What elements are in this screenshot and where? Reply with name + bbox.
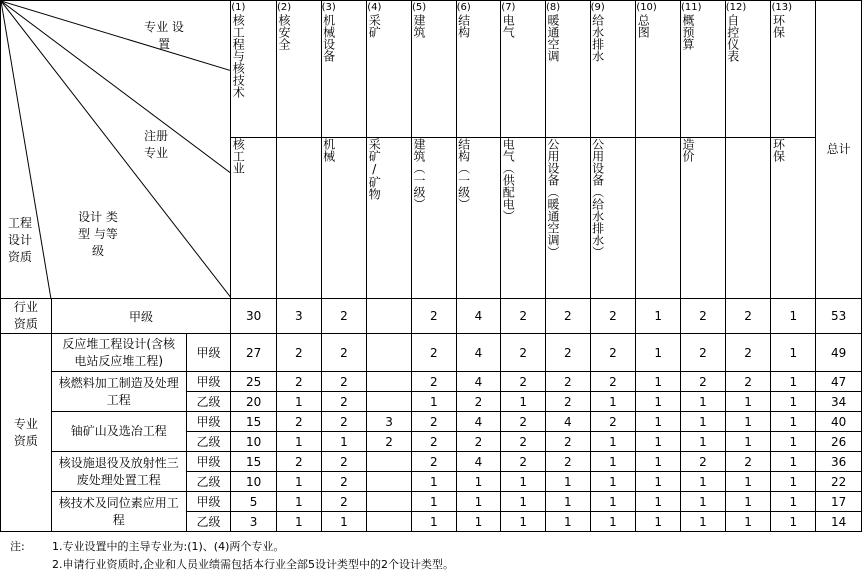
discipline-name: 核工程与核技术 [231, 14, 246, 98]
registered-discipline [681, 138, 726, 299]
value-cell: 1 [636, 512, 681, 532]
value-cell: 1 [590, 392, 636, 412]
value-cell: 1 [636, 492, 681, 512]
value-cell [367, 334, 412, 372]
value-cell: 1 [545, 512, 590, 532]
table-row [1, 412, 862, 432]
total-cell: 34 [816, 392, 862, 412]
design-type-text: 反应堆工程设计(含核电站反应堆工程) [62, 336, 176, 368]
total-cell: 40 [816, 412, 862, 432]
discipline-number: (10) [636, 2, 657, 13]
grade-cell: 甲级 [186, 492, 231, 512]
value-cell: 2 [411, 299, 456, 334]
value-cell: 4 [456, 412, 501, 432]
value-cell: 2 [501, 372, 546, 392]
value-cell: 2 [545, 372, 590, 392]
discipline-name: 环保 [771, 14, 786, 38]
registered-discipline [725, 138, 771, 299]
discipline-name: 结构 [456, 14, 471, 38]
discipline-number: (13) [771, 2, 793, 13]
corner-lower-label: 设计 类型 与等级 [78, 210, 118, 258]
value-cell: 25 [231, 372, 277, 392]
registered-discipline [501, 138, 546, 299]
registered-discipline [231, 138, 277, 299]
value-cell: 1 [636, 412, 681, 432]
value-cell: 4 [456, 299, 501, 334]
design-type [51, 372, 186, 412]
value-cell: 1 [501, 472, 546, 492]
value-cell: 2 [276, 372, 321, 392]
value-cell: 3 [367, 412, 412, 432]
value-cell: 2 [545, 334, 590, 372]
specialty-label-text: 专业 资质 [13, 416, 38, 448]
registered-discipline [771, 138, 816, 299]
value-cell: 20 [231, 392, 277, 412]
value-cell: 1 [636, 392, 681, 412]
discipline-number: (6) [456, 2, 471, 13]
table-row [1, 372, 862, 392]
discipline-name: 采矿 [367, 14, 382, 38]
table-row [1, 334, 862, 372]
grade-cell: 乙级 [186, 432, 231, 452]
registered-name: 公用设备（给水排水） [590, 138, 605, 258]
value-cell [367, 452, 412, 472]
discipline-number: (5) [411, 2, 427, 13]
value-cell: 1 [411, 392, 456, 412]
value-cell: 2 [725, 334, 771, 372]
registered-discipline [636, 138, 681, 299]
grade-cell: 甲级 [186, 412, 231, 432]
value-cell [367, 492, 412, 512]
discipline-number: (3) [321, 2, 336, 13]
value-cell: 1 [636, 472, 681, 492]
discipline-header [411, 1, 456, 138]
value-cell: 1 [590, 492, 636, 512]
value-cell: 4 [545, 412, 590, 432]
total-cell: 26 [816, 432, 862, 452]
value-cell: 1 [725, 512, 771, 532]
value-cell: 2 [590, 412, 636, 432]
value-cell [367, 299, 412, 334]
value-cell: 1 [501, 512, 546, 532]
value-cell: 1 [590, 512, 636, 532]
value-cell: 2 [545, 452, 590, 472]
total-cell: 36 [816, 452, 862, 472]
value-cell: 1 [501, 392, 546, 412]
notes-mark: 注: [10, 540, 25, 553]
value-cell: 1 [545, 472, 590, 492]
value-cell: 1 [725, 412, 771, 432]
registered-discipline [590, 138, 636, 299]
value-cell: 5 [231, 492, 277, 512]
value-cell: 1 [681, 412, 726, 432]
discipline-name: 给水排水 [590, 14, 605, 62]
value-cell: 2 [501, 412, 546, 432]
grade-cell: 甲级 [186, 372, 231, 392]
value-cell: 2 [321, 299, 367, 334]
design-type [51, 334, 186, 372]
grade-cell: 甲级 [186, 334, 231, 372]
value-cell: 1 [276, 392, 321, 412]
registered-discipline [321, 138, 367, 299]
discipline-header [725, 1, 771, 138]
registered-name: 造价 [681, 138, 696, 162]
value-cell: 1 [276, 492, 321, 512]
value-cell: 1 [771, 472, 816, 492]
discipline-header [501, 1, 546, 138]
value-cell: 1 [590, 432, 636, 452]
discipline-number: (8) [545, 2, 561, 13]
value-cell: 2 [725, 299, 771, 334]
value-cell: 1 [725, 472, 771, 492]
value-cell: 2 [590, 334, 636, 372]
value-cell: 1 [590, 452, 636, 472]
grade-cell: 乙级 [186, 392, 231, 412]
value-cell: 1 [681, 392, 726, 412]
value-cell: 1 [636, 452, 681, 472]
registered-name: 公用设备（暖通空调） [545, 138, 560, 258]
discipline-name: 建筑 [411, 14, 426, 38]
value-cell: 1 [771, 512, 816, 532]
design-type-text: 核技术及同位素应用工程 [58, 495, 179, 527]
value-cell: 2 [725, 372, 771, 392]
value-cell: 2 [321, 334, 367, 372]
note-line-2: 2.申请行业资质时,企业和人员业绩需包括本行业全部5设计类型中的2个设计类型。 [52, 558, 454, 571]
value-cell: 1 [771, 392, 816, 412]
value-cell: 2 [681, 452, 726, 472]
discipline-header [590, 1, 636, 138]
value-cell: 4 [456, 372, 501, 392]
value-cell: 1 [276, 472, 321, 492]
value-cell: 1 [411, 492, 456, 512]
value-cell: 1 [501, 492, 546, 512]
value-cell: 1 [725, 432, 771, 452]
industry-label [1, 299, 52, 334]
value-cell: 1 [636, 372, 681, 392]
value-cell: 2 [411, 334, 456, 372]
discipline-name: 暖通空调 [545, 14, 560, 62]
discipline-number: (2) [276, 2, 292, 13]
value-cell: 2 [321, 492, 367, 512]
design-type [51, 492, 186, 532]
total-header: 总计 [816, 1, 862, 299]
value-cell: 2 [681, 334, 726, 372]
discipline-header [681, 1, 726, 138]
value-cell: 1 [636, 334, 681, 372]
value-cell: 2 [501, 334, 546, 372]
discipline-header [771, 1, 816, 138]
value-cell: 1 [636, 299, 681, 334]
value-cell: 2 [501, 452, 546, 472]
value-cell [367, 392, 412, 412]
discipline-number: (1) [231, 2, 246, 13]
value-cell: 1 [636, 432, 681, 452]
value-cell: 2 [411, 452, 456, 472]
industry-label-text: 行业 资质 [13, 300, 38, 331]
value-cell: 2 [590, 299, 636, 334]
total-cell: 22 [816, 472, 862, 492]
discipline-header [636, 1, 681, 138]
value-cell: 1 [681, 492, 726, 512]
value-cell: 2 [321, 412, 367, 432]
value-cell: 2 [725, 452, 771, 472]
value-cell: 2 [321, 472, 367, 492]
discipline-header [456, 1, 501, 138]
corner-left-label: 工程 设计 资质 [7, 216, 32, 264]
value-cell: 1 [771, 432, 816, 452]
value-cell: 2 [411, 372, 456, 392]
value-cell: 2 [456, 392, 501, 412]
value-cell: 2 [545, 299, 590, 334]
registered-name: 机械 [321, 138, 336, 162]
registered-name: 核工业 [231, 138, 246, 174]
value-cell: 4 [456, 452, 501, 472]
registered-discipline [456, 138, 501, 299]
discipline-name: 机械设备 [321, 14, 336, 62]
value-cell: 1 [725, 492, 771, 512]
design-type [51, 412, 186, 452]
industry-row [1, 299, 862, 334]
discipline-name: 概预算 [681, 14, 696, 50]
value-cell: 1 [771, 334, 816, 372]
value-cell: 1 [681, 512, 726, 532]
value-cell: 1 [590, 472, 636, 492]
discipline-header [321, 1, 367, 138]
registered-discipline [411, 138, 456, 299]
registered-name: 结构（一级） [456, 138, 471, 210]
value-cell: 2 [681, 372, 726, 392]
grade-cell: 乙级 [186, 472, 231, 492]
grade-cell: 乙级 [186, 512, 231, 532]
corner-middle-label: 注册 专业 [143, 129, 168, 160]
total-cell: 14 [816, 512, 862, 532]
registered-name: 采矿/矿物 [367, 138, 382, 200]
value-cell: 1 [411, 472, 456, 492]
discipline-header [545, 1, 590, 138]
value-cell: 2 [501, 432, 546, 452]
value-cell: 1 [771, 452, 816, 472]
value-cell: 2 [321, 452, 367, 472]
total-cell: 47 [816, 372, 862, 392]
registered-name: 环保 [771, 138, 786, 162]
value-cell: 1 [771, 412, 816, 432]
value-cell: 15 [231, 412, 277, 432]
value-cell: 1 [321, 432, 367, 452]
discipline-number: (12) [725, 2, 747, 13]
header-corner [1, 1, 231, 299]
value-cell: 1 [456, 492, 501, 512]
value-cell: 2 [367, 432, 412, 452]
value-cell: 1 [411, 512, 456, 532]
value-cell: 1 [681, 472, 726, 492]
value-cell: 1 [276, 512, 321, 532]
value-cell: 1 [681, 432, 726, 452]
value-cell: 2 [411, 412, 456, 432]
value-cell: 1 [771, 372, 816, 392]
total-cell: 53 [816, 299, 862, 334]
registered-discipline [545, 138, 590, 299]
value-cell: 2 [545, 432, 590, 452]
industry-grade: 甲级 [51, 299, 231, 334]
value-cell: 2 [321, 392, 367, 412]
value-cell: 1 [725, 392, 771, 412]
notes [0, 538, 862, 574]
value-cell: 2 [276, 412, 321, 432]
value-cell: 1 [771, 299, 816, 334]
value-cell: 3 [231, 512, 277, 532]
value-cell: 1 [545, 492, 590, 512]
value-cell: 2 [590, 372, 636, 392]
value-cell [367, 472, 412, 492]
registered-discipline [367, 138, 412, 299]
total-cell: 17 [816, 492, 862, 512]
registered-name: 电气（供配电） [501, 138, 516, 222]
table-row [1, 452, 862, 472]
value-cell: 2 [411, 432, 456, 452]
value-cell: 30 [231, 299, 277, 334]
value-cell: 2 [321, 372, 367, 392]
value-cell: 2 [545, 392, 590, 412]
value-cell: 1 [456, 472, 501, 492]
value-cell: 2 [276, 452, 321, 472]
discipline-number: (11) [681, 2, 702, 13]
grade-cell: 甲级 [186, 452, 231, 472]
registered-discipline [276, 138, 321, 299]
design-type-text: 铀矿山及选冶工程 [70, 424, 167, 438]
value-cell: 3 [276, 299, 321, 334]
discipline-number: (7) [501, 2, 516, 13]
discipline-name: 总图 [636, 14, 651, 38]
value-cell [367, 512, 412, 532]
discipline-name: 核安全 [276, 14, 291, 50]
total-cell: 49 [816, 334, 862, 372]
value-cell: 2 [501, 299, 546, 334]
value-cell: 1 [771, 492, 816, 512]
value-cell: 27 [231, 334, 277, 372]
value-cell: 1 [276, 432, 321, 452]
discipline-name: 电气 [501, 14, 516, 38]
table-row [1, 492, 862, 512]
value-cell: 10 [231, 472, 277, 492]
value-cell: 10 [231, 432, 277, 452]
specialty-label [1, 334, 52, 532]
value-cell: 2 [276, 334, 321, 372]
discipline-number: (4) [367, 2, 382, 13]
discipline-number: (9) [590, 2, 605, 13]
value-cell: 2 [681, 299, 726, 334]
corner-top-label: 专业 设置 [144, 20, 184, 51]
value-cell: 4 [456, 334, 501, 372]
value-cell: 1 [456, 512, 501, 532]
design-type-text: 核燃料加工制造及处理工程 [58, 375, 179, 407]
discipline-header [367, 1, 412, 138]
discipline-header [231, 1, 277, 138]
value-cell: 2 [456, 432, 501, 452]
discipline-header [276, 1, 321, 138]
value-cell [367, 372, 412, 392]
value-cell: 15 [231, 452, 277, 472]
design-type [51, 452, 186, 492]
value-cell: 1 [321, 512, 367, 532]
discipline-name: 自控仪表 [725, 14, 740, 62]
design-type-text: 核设施退役及放射性三废处理处置工程 [58, 455, 179, 487]
registered-name: 建筑（一级） [411, 138, 426, 210]
note-line-1: 1.专业设置中的主导专业为:(1)、(4)两个专业。 [52, 540, 285, 553]
